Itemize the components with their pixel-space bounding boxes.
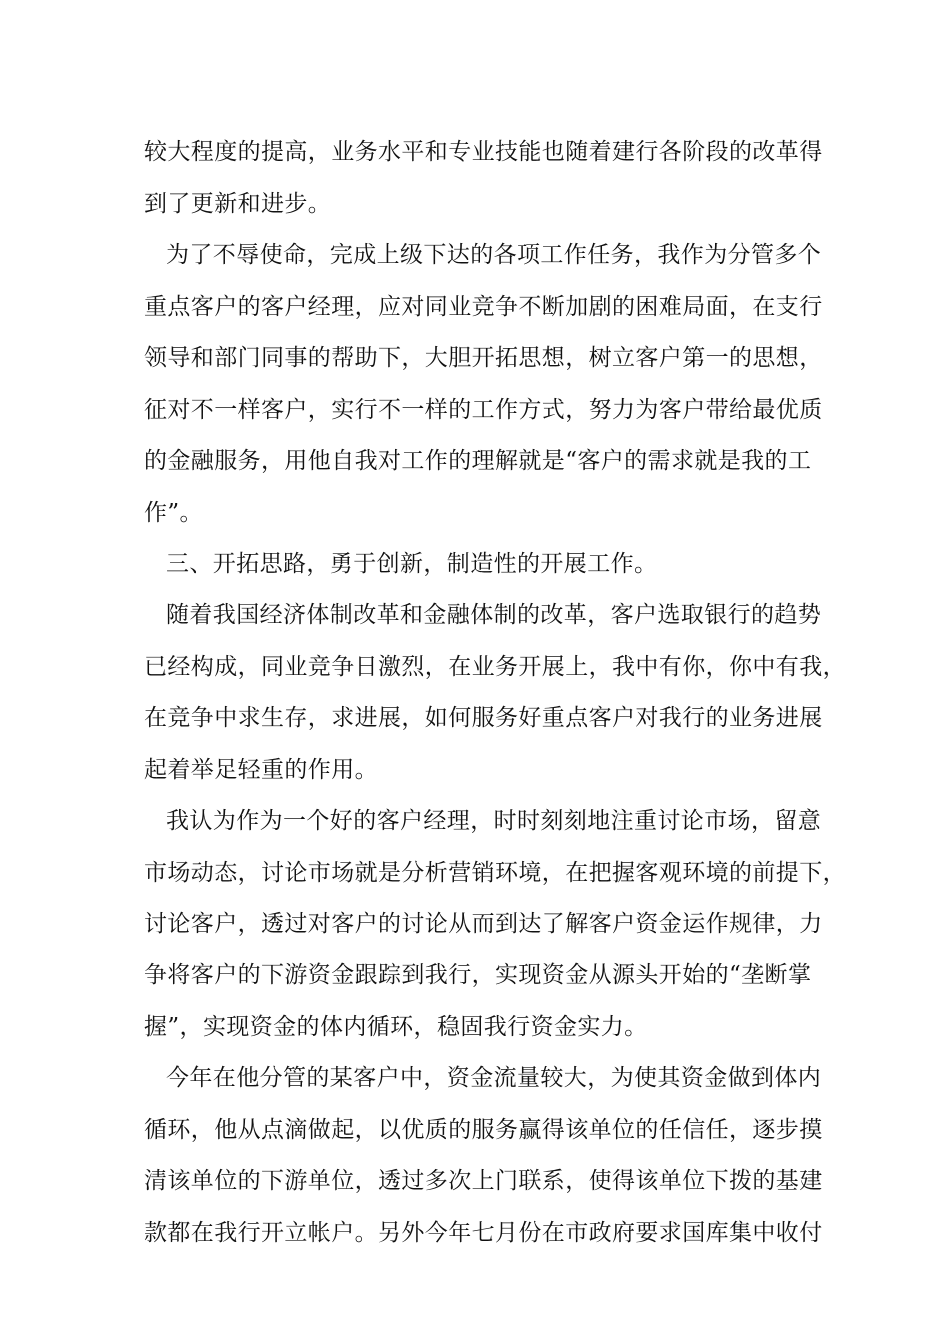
- paragraph-first-line: 随着我国经济体制改革和金融体制的改革，客户选取银行的趋势: [166, 602, 822, 628]
- text-line: 握”，实现资金的体内循环，稳固我行资金实力。: [144, 1014, 648, 1040]
- text-line: 起着举足轻重的作用。: [144, 757, 378, 783]
- section-heading: 三、开拓思路，勇于创新，制造性的开展工作。: [166, 551, 658, 577]
- text-line: 的金融服务，用他自我对工作的理解就是“客户的需求就是我的工: [144, 448, 812, 474]
- text-line: 款都在我行开立帐户。另外今年七月份在市政府要求国库集中收付: [144, 1220, 823, 1246]
- text-line: 争将客户的下游资金跟踪到我行，实现资金从源头开始的“垄断掌: [144, 962, 812, 988]
- text-line: 重点客户的客户经理，应对同业竞争不断加剧的困难局面，在支行: [144, 294, 823, 320]
- text-line: 讨论客户，透过对客户的讨论从而到达了解客户资金运作规律，力: [144, 911, 823, 937]
- text-line: 清该单位的下游单位，透过多次上门联系，使得该单位下拨的基建: [144, 1168, 823, 1194]
- text-line: 征对不一样客户，实行不一样的工作方式，努力为客户带给最优质: [144, 397, 823, 423]
- text-line: 在竞争中求生存，求进展，如何服务好重点客户对我行的业务进展: [144, 705, 823, 731]
- text-line: 到了更新和进步。: [144, 191, 332, 217]
- text-line: 市场动态，讨论市场就是分析营销环境，在把握客观环境的前提下，: [144, 860, 846, 886]
- paragraph-first-line: 我认为作为一个好的客户经理，时时刻刻地注重讨论市场，留意: [166, 808, 822, 834]
- paragraph-first-line: 今年在他分管的某客户中，资金流量较大，为使其资金做到体内: [166, 1065, 822, 1091]
- text-line: 较大程度的提高，业务水平和专业技能也随着建行各阶段的改革得: [144, 139, 823, 165]
- text-line: 已经构成，同业竞争日激烈，在业务开展上，我中有你，你中有我，: [144, 654, 846, 680]
- text-line: 领导和部门同事的帮助下，大胆开拓思想，树立客户第一的思想，: [144, 345, 823, 371]
- paragraph-first-line: 为了不辱使命，完成上级下达的各项工作任务，我作为分管多个: [166, 242, 822, 268]
- text-line: 作”。: [144, 500, 203, 526]
- text-line: 循环，他从点滴做起，以优质的服务赢得该单位的任信任，逐步摸: [144, 1117, 823, 1143]
